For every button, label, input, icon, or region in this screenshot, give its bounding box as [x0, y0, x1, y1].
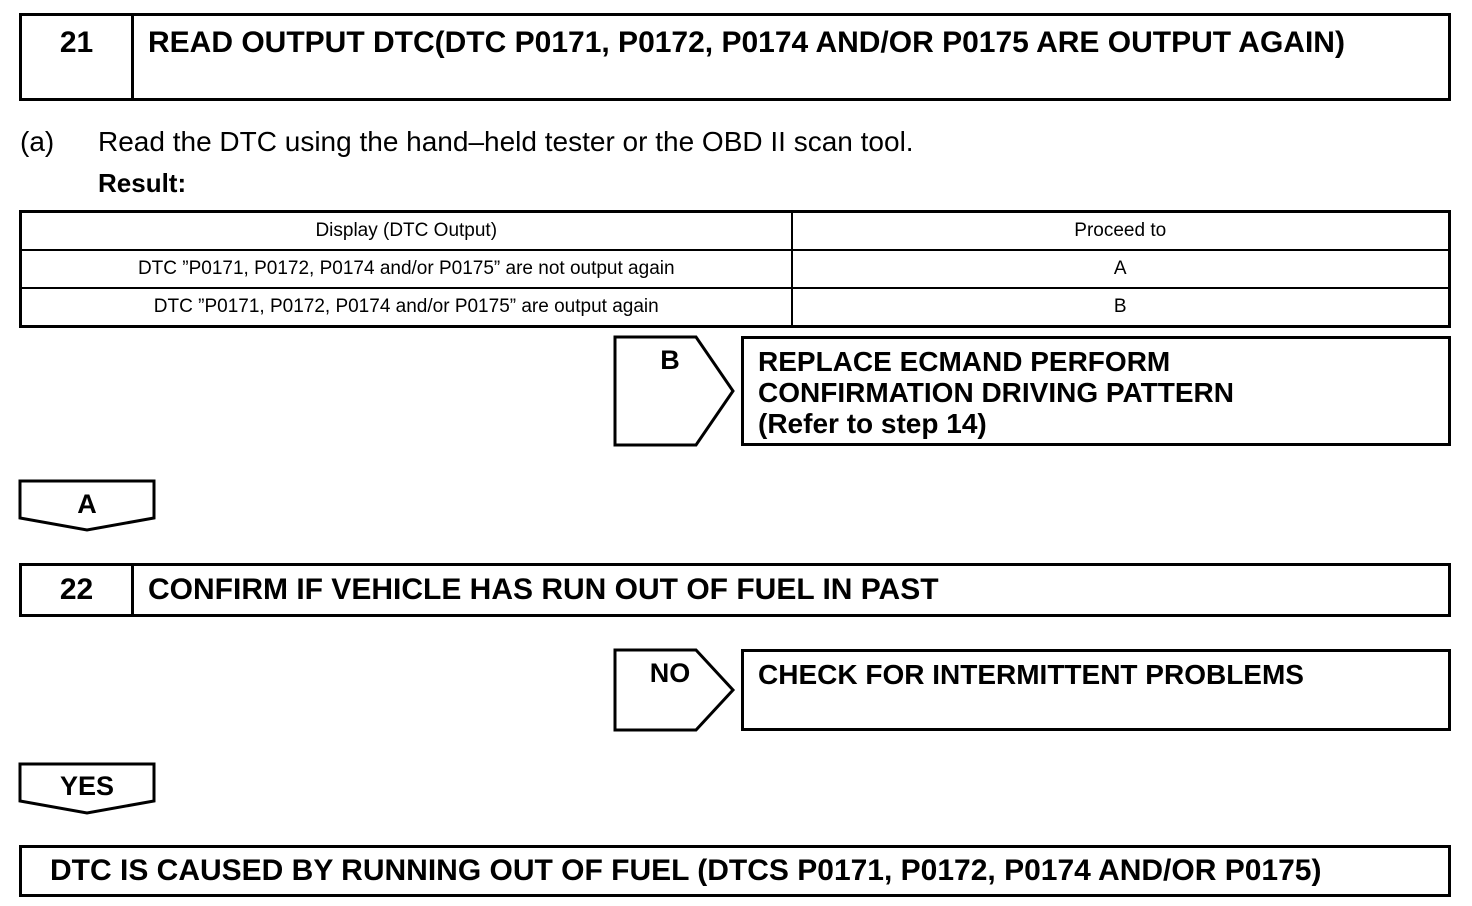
branch-no-label: NO: [649, 658, 691, 688]
instruction-marker: (a): [20, 126, 55, 157]
arrow-yes-label: YES: [59, 771, 115, 801]
table-cell: DTC ”P0171, P0172, P0174 and/or P0175” are output again: [21, 288, 792, 327]
result-line: (Refer to step 14): [758, 408, 987, 439]
table-cell: DTC ”P0171, P0172, P0174 and/or P0175” are not output again: [21, 250, 792, 288]
table-row: [21, 250, 1450, 288]
result-label: Result:: [98, 168, 187, 198]
branch-b-label: B: [660, 345, 680, 375]
arrow-a-label: A: [77, 489, 97, 519]
branch-no-result-box: [741, 649, 1451, 731]
table-header-row: [21, 212, 1450, 251]
branch-b-result-box: [741, 336, 1451, 446]
result-line: CONFIRMATION DRIVING PATTERN: [758, 377, 1234, 408]
table-header-cell: Display (DTC Output): [21, 212, 792, 251]
result-table: [19, 210, 1451, 328]
result-line: CHECK FOR INTERMITTENT PROBLEMS: [758, 659, 1304, 690]
result-line: REPLACE ECMAND PERFORM: [758, 346, 1171, 377]
table-cell: A: [792, 250, 1450, 288]
table-header-cell: Proceed to: [792, 212, 1450, 251]
table-cell: B: [792, 288, 1450, 327]
table-row: [21, 288, 1450, 327]
instruction-text: Read the DTC using the hand–held tester or the OBD II scan tool.: [98, 126, 914, 157]
step-title: CONFIRM IF VEHICLE HAS RUN OUT OF FUEL IN PAST: [148, 573, 939, 606]
step-number: 22: [22, 566, 134, 614]
step-number: 21: [22, 16, 134, 98]
final-result-box: DTC IS CAUSED BY RUNNING OUT OF FUEL (DTCS P0171, P0172, P0174 AND/OR P0175): [19, 845, 1451, 897]
step-21-header: [19, 13, 1451, 101]
step-22-header: [19, 563, 1451, 617]
step-title: READ OUTPUT DTC(DTC P0171, P0172, P0174 AND/OR P0175 ARE OUTPUT AGAIN): [148, 26, 1345, 59]
